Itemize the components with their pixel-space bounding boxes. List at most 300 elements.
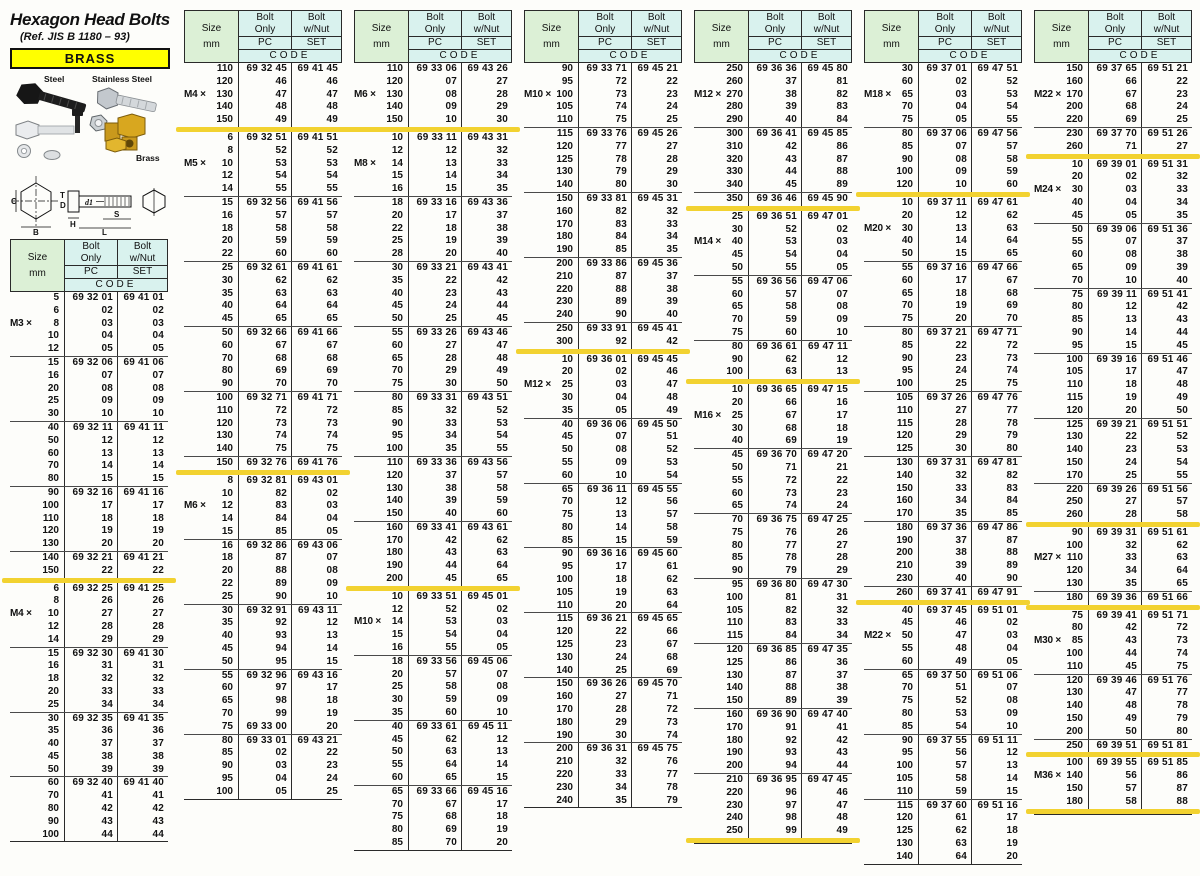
size-cell <box>864 179 918 192</box>
row-group <box>10 487 168 552</box>
bolt-wnut-code-cell: 62 <box>1141 540 1192 553</box>
bolt-only-code-cell: 69 37 01 <box>918 63 971 76</box>
bolt-only-code-cell: 12 <box>918 210 971 223</box>
bolt-only-code-cell: 18 <box>408 223 461 236</box>
table-row <box>524 271 682 284</box>
bolt-wnut-code-cell: 84 <box>971 495 1022 508</box>
bolt-wnut-code-cell: 69 51 26 <box>1141 128 1192 141</box>
table-row <box>864 560 1022 573</box>
size-cell <box>524 509 578 522</box>
size-value: 120 <box>1066 674 1083 686</box>
bolt-wnut-code-cell: 25 <box>631 114 682 127</box>
bolt-only-code-cell: 54 <box>238 170 291 183</box>
size-cell <box>864 560 918 573</box>
bolt-only-code-cell: 57 <box>238 210 291 223</box>
size-value: 210 <box>726 774 743 786</box>
thread-size-label: M10 × <box>354 616 382 628</box>
size-cell <box>354 642 408 655</box>
bolt-wnut-code-cell: 69 43 41 <box>461 262 512 275</box>
bolt-wnut-code-cell: 13 <box>461 746 512 759</box>
bolt-wnut-code-cell: 12 <box>461 734 512 747</box>
table-row <box>1034 327 1192 340</box>
bolt-wnut-code-cell: 36 <box>117 725 168 738</box>
bolt-wnut-code-cell: 69 47 40 <box>801 709 852 722</box>
size-cell <box>694 341 748 354</box>
size-cell <box>524 128 578 141</box>
bolt-only-code-cell: 88 <box>748 682 801 695</box>
row-group <box>694 276 852 341</box>
size-value: 200 <box>556 743 573 755</box>
bolt-wnut-code-cell: 73 <box>1141 635 1192 648</box>
size-value: 50 <box>731 461 743 473</box>
row-group <box>694 384 852 449</box>
size-cell <box>184 457 238 470</box>
size-value: 50 <box>221 326 233 338</box>
table-row <box>524 76 682 89</box>
size-value: 110 <box>896 785 913 797</box>
table-row <box>1034 496 1192 509</box>
bolt-wnut-code-cell: 02 <box>117 305 168 318</box>
bolt-wnut-code-cell: 69 47 20 <box>801 449 852 462</box>
size-cell <box>10 634 64 647</box>
table-row <box>10 357 168 370</box>
bolt-only-code-cell: 69 37 45 <box>918 605 971 618</box>
row-group <box>10 713 168 778</box>
size-cell <box>694 397 748 410</box>
size-value: 210 <box>556 756 573 768</box>
table-row <box>184 695 342 708</box>
table-row <box>354 824 512 837</box>
bolt-only-code-cell: 37 <box>748 76 801 89</box>
size-label: Size <box>371 23 392 34</box>
table-row <box>184 430 342 443</box>
bolt-only-code-cell: 69 32 86 <box>238 540 291 553</box>
size-value: 70 <box>47 790 59 802</box>
size-value: 350 <box>726 192 743 204</box>
size-value: 140 <box>216 443 233 455</box>
page-title: Hexagon Head Bolts <box>10 10 170 29</box>
size-value: 150 <box>896 482 913 494</box>
bolt-only-code-cell: 64 <box>408 759 461 772</box>
size-cell <box>694 327 748 340</box>
table-row <box>354 811 512 824</box>
size-cell <box>10 357 64 370</box>
table-row <box>524 509 682 522</box>
table-row <box>864 547 1022 560</box>
size-value: 85 <box>901 140 913 152</box>
bolt-wnut-code-cell: 35 <box>631 244 682 257</box>
set-header: SET <box>462 37 511 50</box>
bolt-only-code-cell: 29 <box>408 365 461 378</box>
size-value: 230 <box>896 573 913 585</box>
dim-s-label: S <box>114 210 120 219</box>
table-body <box>524 63 682 808</box>
size-value: 40 <box>731 236 743 248</box>
size-cell <box>184 340 238 353</box>
size-value: 16 <box>221 539 233 551</box>
size-cell <box>184 475 238 488</box>
table-row <box>1034 540 1192 553</box>
row-group <box>1034 675 1192 740</box>
bolt-only-code-cell: 69 32 25 <box>64 583 117 596</box>
bolt-only-code-cell: 03 <box>918 89 971 102</box>
bolt-wnut-code-cell: 69 51 16 <box>971 800 1022 813</box>
table-row <box>864 392 1022 405</box>
size-value: 55 <box>1071 236 1083 248</box>
size-cell <box>184 630 238 643</box>
size-value: 8 <box>227 474 233 486</box>
table-row <box>864 141 1022 154</box>
bolt-wnut-code-cell: 52 <box>1141 431 1192 444</box>
size-cell <box>354 158 408 171</box>
size-cell <box>524 63 578 76</box>
size-cell <box>354 786 408 799</box>
size-cell <box>10 292 64 305</box>
bolt-wnut-code-cell: 69 47 81 <box>971 457 1022 470</box>
size-value: 130 <box>556 166 573 178</box>
bolt-wnut-code-cell: 57 <box>1141 496 1192 509</box>
size-value: 80 <box>561 521 573 533</box>
bolt-wnut-code-cell: 37 <box>801 670 852 683</box>
table-row <box>184 565 342 578</box>
bolt-wnut-code-cell: 67 <box>291 340 342 353</box>
size-value: 65 <box>731 301 743 313</box>
table-row <box>1034 314 1192 327</box>
size-value: 130 <box>726 669 743 681</box>
size-cell <box>354 837 408 850</box>
size-value: 190 <box>386 560 403 572</box>
bolt-wnut-code-cell: 53 <box>461 418 512 431</box>
size-cell <box>184 617 238 630</box>
table-row <box>1034 63 1192 76</box>
size-cell <box>694 449 748 462</box>
bolt-only-code-cell: 67 <box>238 340 291 353</box>
pc-header: PC <box>65 266 118 279</box>
size-value: 35 <box>221 617 233 629</box>
bolt-only-code-cell: 69 39 06 <box>1088 224 1141 237</box>
table-row <box>1034 783 1192 796</box>
size-value: 80 <box>47 803 59 815</box>
bolt-wnut-code-cell: 43 <box>1141 314 1192 327</box>
size-label: Size <box>541 23 562 34</box>
bolt-wnut-code-cell: 36 <box>801 657 852 670</box>
stainless-steel-label: Stainless Steel <box>91 74 153 84</box>
table-row <box>1034 301 1192 314</box>
bolt-only-code-cell: 66 <box>748 397 801 410</box>
bolt-only-code-cell: 82 <box>578 206 631 219</box>
size-value: 130 <box>386 88 403 100</box>
bolt-only-code-cell: 62 <box>408 734 461 747</box>
size-value: 95 <box>391 430 403 442</box>
bolt-only-code-cell: 09 <box>918 166 971 179</box>
unit-header-row <box>65 266 167 279</box>
thread-size-label: M12 × <box>524 379 552 391</box>
bolt-wnut-code-cell: 83 <box>801 101 852 114</box>
table-row <box>184 210 342 223</box>
bolt-only-code-cell: 58 <box>918 773 971 786</box>
bolt-only-code-cell: 79 <box>578 166 631 179</box>
size-value: 30 <box>221 604 233 616</box>
bolt-only-code-cell: 69 32 76 <box>238 457 291 470</box>
bolt-wnut-code-cell: 69 41 25 <box>117 583 168 596</box>
bolt-only-code-cell: 69 36 31 <box>578 743 631 756</box>
table-row <box>1034 366 1192 379</box>
table-row <box>184 617 342 630</box>
bolt-only-code-cell: 04 <box>1088 197 1141 210</box>
bolt-wnut-code-cell: 30 <box>461 114 512 127</box>
size-cell <box>1034 114 1088 127</box>
bolt-only-code-cell: 69 32 11 <box>64 422 117 435</box>
bolt-only-code-cell: 73 <box>238 418 291 431</box>
bolt-only-code-cell: 69 36 41 <box>748 128 801 141</box>
size-cell <box>184 552 238 565</box>
table-row <box>524 206 682 219</box>
size-value: 35 <box>391 707 403 719</box>
size-cell <box>1034 405 1088 418</box>
bolt-wnut-code-cell: 69 45 41 <box>631 323 682 336</box>
table-body <box>184 63 342 800</box>
bolt-only-header: Bolt Only <box>749 11 802 37</box>
bolt-only-code-cell: 68 <box>748 423 801 436</box>
size-value: 100 <box>216 785 233 797</box>
bolt-only-code-cell: 03 <box>238 760 291 773</box>
thread-size-label: M3 × <box>10 317 32 329</box>
bolt-wnut-code-cell: 69 43 46 <box>461 327 512 340</box>
table-row <box>524 89 682 102</box>
table-row <box>864 340 1022 353</box>
size-cell <box>10 777 64 790</box>
bolt-wnut-code-cell: 52 <box>971 76 1022 89</box>
bolt-wnut-code-cell: 53 <box>971 89 1022 102</box>
bolt-only-code-cell: 83 <box>578 219 631 232</box>
bolt-wnut-code-cell: 29 <box>631 166 682 179</box>
bolt-wnut-code-cell: 43 <box>801 747 852 760</box>
size-value: 22 <box>221 248 233 260</box>
size-value: 125 <box>896 825 913 837</box>
size-value: 35 <box>221 287 233 299</box>
size-cell <box>694 592 748 605</box>
size-cell <box>864 495 918 508</box>
bolt-wnut-code-cell: 69 43 31 <box>461 132 512 145</box>
table-row <box>10 686 168 699</box>
bolt-only-code-cell: 44 <box>748 166 801 179</box>
bolt-only-code-cell: 98 <box>748 812 801 825</box>
bolt-wnut-code-cell: 69 47 56 <box>971 128 1022 141</box>
bolt-wnut-code-cell: 69 47 71 <box>971 327 1022 340</box>
size-cell <box>354 799 408 812</box>
size-value: 90 <box>731 353 743 365</box>
bolt-wnut-code-cell: 69 43 61 <box>461 522 512 535</box>
table-row <box>524 496 682 509</box>
table-row <box>524 258 682 271</box>
code-header: CODE <box>409 50 511 62</box>
bolt-wnut-code-cell: 48 <box>1141 379 1192 392</box>
size-cell <box>524 296 578 309</box>
bolt-wnut-code-cell: 27 <box>1141 141 1192 154</box>
bolt-only-code-cell: 83 <box>748 617 801 630</box>
size-cell <box>694 384 748 397</box>
bolt-wnut-code-cell: 74 <box>631 730 682 743</box>
size-cell <box>354 629 408 642</box>
size-cell <box>1034 770 1088 783</box>
bolt-only-code-cell: 23 <box>578 639 631 652</box>
bolt-only-code-cell: 62 <box>748 354 801 367</box>
table-row <box>694 341 852 354</box>
bolt-only-code-cell: 03 <box>1088 184 1141 197</box>
size-value: 260 <box>1066 140 1083 152</box>
size-cell <box>524 717 578 730</box>
size-cell <box>1034 128 1088 141</box>
bolt-wnut-code-cell: 50 <box>1141 405 1192 418</box>
size-cell <box>184 430 238 443</box>
bolt-only-code-cell: 69 33 91 <box>578 323 631 336</box>
table-row <box>1034 184 1192 197</box>
bolt-only-code-cell: 02 <box>64 305 117 318</box>
size-cell <box>524 769 578 782</box>
size-cell <box>524 652 578 665</box>
table-row <box>184 708 342 721</box>
table-row <box>1034 379 1192 392</box>
bolt-wnut-code-cell: 72 <box>971 340 1022 353</box>
size-cell <box>354 721 408 734</box>
size-value: 35 <box>391 274 403 286</box>
bolt-wnut-code-cell: 83 <box>971 483 1022 496</box>
bolt-wnut-code-cell: 19 <box>461 824 512 837</box>
bolt-wnut-code-cell: 02 <box>971 617 1022 630</box>
size-value: 60 <box>391 772 403 784</box>
bolt-wnut-code-cell: 42 <box>1141 301 1192 314</box>
bolt-only-code-cell: 72 <box>238 405 291 418</box>
bolt-only-code-cell: 79 <box>748 565 801 578</box>
size-cell <box>864 708 918 721</box>
bolt-only-code-cell: 34 <box>918 495 971 508</box>
size-cell <box>1034 610 1088 623</box>
table-row <box>864 89 1022 102</box>
table-row <box>694 249 852 262</box>
bolt-wnut-code-cell: 69 47 61 <box>971 197 1022 210</box>
bolt-wnut-code-cell: 32 <box>1141 171 1192 184</box>
bolt-only-code-cell: 92 <box>238 617 291 630</box>
bolt-wnut-code-cell: 70 <box>291 378 342 391</box>
row-group <box>354 591 512 656</box>
table-row <box>1034 565 1192 578</box>
bolt-only-code-cell: 90 <box>578 309 631 322</box>
table-row <box>694 787 852 800</box>
bolt-only-code-cell: 42 <box>408 535 461 548</box>
code-header: CODE <box>1089 50 1191 62</box>
bolt-only-code-cell: 49 <box>1088 713 1141 726</box>
table-row <box>354 629 512 642</box>
bolt-wnut-code-cell: 23 <box>291 760 342 773</box>
size-cell <box>864 838 918 851</box>
bolt-wnut-code-cell: 69 51 61 <box>1141 527 1192 540</box>
size-value: 10 <box>731 384 743 396</box>
table-row <box>354 327 512 340</box>
size-value: 15 <box>47 356 59 368</box>
bolt-wnut-code-cell: 32 <box>461 145 512 158</box>
size-value: 120 <box>896 812 913 824</box>
bolt-wnut-code-cell: 80 <box>971 443 1022 456</box>
table-row <box>184 353 342 366</box>
bolt-wnut-code-cell: 05 <box>461 642 512 655</box>
size-value: 90 <box>47 486 59 498</box>
size-value: 115 <box>556 613 573 625</box>
table-row <box>1034 610 1192 623</box>
bolt-only-code-cell: 71 <box>748 462 801 475</box>
size-cell <box>10 565 64 578</box>
size-value: 75 <box>221 720 233 732</box>
bolt-wnut-code-cell: 15 <box>461 772 512 785</box>
bolt-wnut-code-cell: 09 <box>461 694 512 707</box>
bolt-wnut-code-cell: 69 47 30 <box>801 579 852 592</box>
size-value: 160 <box>556 205 573 217</box>
bolt-only-header: Bolt Only <box>1089 11 1142 37</box>
bolt-only-code-cell: 20 <box>918 313 971 326</box>
size-value: 18 <box>47 673 59 685</box>
washer-photo-2 <box>44 151 60 160</box>
size-cell <box>1034 726 1088 739</box>
size-unit-label: mm <box>29 267 46 279</box>
bolt-type-header-row <box>919 11 1021 37</box>
bolt-only-code-cell: 07 <box>578 431 631 444</box>
size-value: 180 <box>556 716 573 728</box>
bolt-wnut-code-cell: 49 <box>801 825 852 838</box>
size-cell <box>354 132 408 145</box>
table-row <box>864 457 1022 470</box>
bolt-only-code-cell: 05 <box>1088 210 1141 223</box>
table-row <box>524 522 682 535</box>
size-cell <box>354 734 408 747</box>
bolt-type-header-row <box>239 11 341 37</box>
size-value: 160 <box>386 521 403 533</box>
bolt-only-code-cell: 50 <box>1088 726 1141 739</box>
bolt-only-code-cell: 25 <box>1088 470 1141 483</box>
size-cell <box>864 786 918 799</box>
row-group <box>864 800 1022 864</box>
size-value: 120 <box>1066 404 1083 416</box>
size-value: 100 <box>896 760 913 772</box>
size-value: 120 <box>42 525 59 537</box>
size-value: 30 <box>391 694 403 706</box>
size-cell <box>864 735 918 748</box>
size-cell <box>864 695 918 708</box>
size-value: 12 <box>47 620 59 632</box>
table-row <box>10 460 168 473</box>
bolt-only-code-cell: 68 <box>408 811 461 824</box>
bolt-only-code-cell: 25 <box>408 313 461 326</box>
bolt-wnut-code-cell: 08 <box>291 565 342 578</box>
bolt-wnut-code-cell: 07 <box>291 552 342 565</box>
table-row <box>10 395 168 408</box>
bolt-wnut-code-cell: 53 <box>1141 444 1192 457</box>
bolt-only-code-cell: 97 <box>238 682 291 695</box>
row-group <box>354 392 512 457</box>
bolt-only-code-cell: 69 32 66 <box>238 327 291 340</box>
bolt-wnut-code-cell: 46 <box>631 366 682 379</box>
yellow-highlight-bar <box>1026 809 1200 814</box>
bolt-only-code-cell: 69 36 95 <box>748 774 801 787</box>
size-cell <box>354 89 408 102</box>
size-cell <box>184 114 238 127</box>
table-row <box>694 166 852 179</box>
size-value: 150 <box>216 456 233 468</box>
size-value: 90 <box>221 760 233 772</box>
size-value: 120 <box>726 644 743 656</box>
table-row <box>694 301 852 314</box>
size-value: 150 <box>42 564 59 576</box>
nut-hole <box>95 120 102 127</box>
row-group <box>354 522 512 586</box>
